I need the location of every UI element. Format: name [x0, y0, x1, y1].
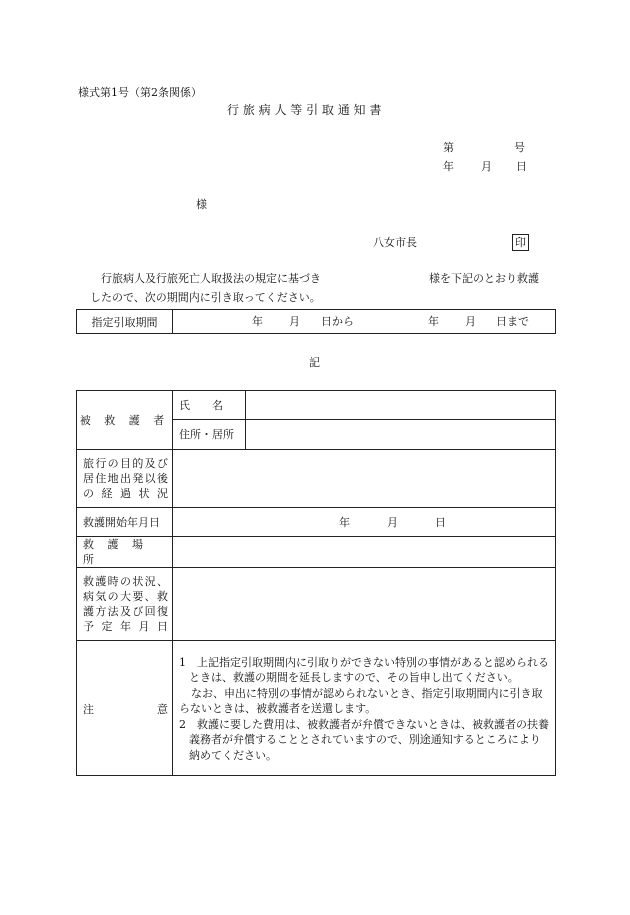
start-date-label: 救護開始年月日: [83, 515, 160, 529]
note-2: 2 救護に要した費用は、被救護者が弁償できないときは、被救護者の扶養義務者が弁償することとされていますので、別途通知するところにより納めてください。: [179, 717, 549, 762]
ref-month: 月: [481, 160, 492, 173]
ref-no-suffix: 号: [514, 141, 525, 154]
details-table: [76, 390, 556, 776]
seal-stamp: 印: [512, 234, 529, 251]
notes-text: [173, 649, 555, 768]
condition-value-cell: [173, 568, 556, 641]
page-title: 行 旅 病 人 等 引 取 通 知 書: [227, 103, 382, 117]
condition-label-cell: [77, 568, 173, 641]
period-start-month: 月: [289, 315, 300, 328]
period-end-month: 月: [465, 315, 476, 328]
start-date-label-cell: [77, 508, 173, 537]
notes-label-1: 注: [83, 703, 94, 716]
note-1: 1 上記指定引取期間内に引取りができない特別の事情があると認められるときは、救護の期間を延長しますので、その旨申し出てください。: [179, 655, 549, 685]
period-label-cell: [77, 310, 173, 334]
addressee-suffix: 様: [196, 198, 207, 211]
period-start-year: 年: [252, 315, 263, 328]
form-number: 様式第1号（第2条関係）: [78, 86, 202, 99]
period-label: 指定引取期間: [91, 315, 158, 329]
ki-mark: 記: [309, 356, 320, 369]
travel-value-cell: [173, 450, 556, 508]
condition-label: 救護時の状況、病気の大要、救護方法及び回復予定年月日: [83, 575, 168, 633]
travel-label-cell: [77, 450, 173, 508]
period-end-day: 日まで: [496, 315, 529, 328]
rescued-label: 被 救 護 者: [79, 414, 170, 427]
place-value-cell: [173, 537, 556, 568]
period-start-day: 日から: [321, 315, 354, 328]
issuer-name: 八女市長: [373, 236, 417, 249]
start-date-month: 月: [387, 516, 398, 529]
notes-value-cell: [173, 641, 556, 776]
period-table: [76, 309, 556, 334]
seal-mark: [512, 234, 529, 251]
place-label-cell: [77, 537, 173, 568]
body-line1-right: 様を下記のとおり救護: [429, 272, 539, 285]
place-label: 救 護 場 所: [83, 538, 148, 566]
travel-label: 旅行の目的及び居住地出発以後の経過状況: [83, 457, 168, 500]
body-line1-left: 行旅病人及行旅死亡人取扱法の規定に基づき: [101, 272, 321, 285]
name-value-cell: [246, 391, 556, 420]
ref-day: 日: [516, 160, 527, 173]
address-value-cell: [246, 420, 556, 450]
notes-label-2: 意: [157, 703, 168, 716]
address-label-cell: [173, 420, 246, 450]
notes-label-cell: [77, 641, 173, 776]
ref-year: 年: [443, 160, 454, 173]
body-line2: したので、次の期間内に引き取ってください。: [90, 291, 321, 304]
start-date-day: 日: [435, 516, 446, 529]
ref-no-prefix: 第: [443, 141, 454, 154]
period-end-year: 年: [428, 315, 439, 328]
note-1-sub: なお、申出に特別の事情が認められないとき、指定引取期間内に引き取らないときは、被救護者を送還します。: [179, 686, 543, 716]
rescued-label-cell: [77, 391, 173, 450]
name-label-cell: [173, 391, 246, 420]
name-label: 氏 名: [179, 398, 223, 412]
start-date-value-cell: [173, 508, 556, 537]
address-label: 住所・居所: [179, 428, 234, 441]
start-date-year: 年: [339, 516, 350, 529]
period-value-cell: [173, 310, 556, 334]
